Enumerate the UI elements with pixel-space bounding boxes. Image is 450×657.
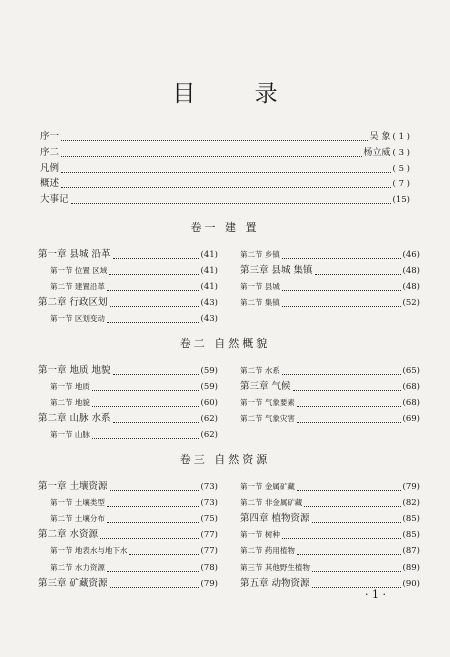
- leader-dots: [92, 430, 199, 439]
- toc-section-entry[interactable]: [50, 496, 218, 509]
- entry-label: 第一节 土壤类型: [50, 498, 105, 508]
- entry-label: 第一节 金属矿藏: [240, 482, 295, 491]
- entry-label: 第二节 水力资源: [50, 562, 105, 572]
- entry-label: 第二节 药用植物: [240, 546, 295, 556]
- toc-chapter-entry[interactable]: [240, 577, 420, 590]
- toc-entry-overview[interactable]: [40, 177, 410, 190]
- toc-chapter-entry[interactable]: [38, 248, 218, 261]
- entry-page: (85): [402, 530, 420, 541]
- entry-page: (77): [200, 546, 218, 557]
- entry-page: (82): [402, 498, 420, 509]
- entry-label: 第一章 地质 地貌: [38, 365, 111, 376]
- entry-page: (43): [200, 298, 218, 309]
- entry-page: (85): [402, 514, 420, 525]
- toc-section-entry[interactable]: [240, 412, 420, 425]
- entry-page: (68): [402, 398, 420, 409]
- toc-entry-preface-1[interactable]: [40, 130, 410, 143]
- entry-label: 第三节 其他野生植物: [240, 562, 310, 572]
- entry-label: 第二节 非金属矿藏: [240, 498, 303, 508]
- toc-section-entry[interactable]: [50, 512, 218, 525]
- entry-page: (41): [200, 250, 218, 260]
- entry-page: ( 5 ): [392, 164, 410, 174]
- entry-page: ( 3 ): [392, 148, 410, 158]
- toc-section-entry[interactable]: [240, 280, 420, 293]
- leader-dots: [109, 266, 198, 275]
- entry-label: 第四章 植物资源: [240, 513, 310, 525]
- leader-dots: [282, 530, 401, 539]
- leader-dots: [113, 366, 199, 375]
- entry-label: 第二章 水资源: [38, 529, 99, 541]
- entry-label: 第二章 行政区划: [38, 297, 108, 309]
- toc-entry-guide[interactable]: [40, 162, 410, 175]
- entry-page: (90): [402, 578, 420, 589]
- entry-author: 吴 象: [369, 132, 391, 142]
- entry-label: 第一节 气象要素: [240, 398, 295, 408]
- entry-label: 第一节 树种: [240, 530, 280, 540]
- entry-page: (46): [402, 250, 420, 260]
- leader-dots: [312, 579, 401, 588]
- entry-label: 第三章 气候: [240, 381, 291, 393]
- entry-label: 第二节 建置沿革: [50, 282, 105, 292]
- entry-page: (68): [402, 382, 420, 393]
- volume-2-title: 卷二 自然概貌: [179, 337, 271, 350]
- toc-section-entry[interactable]: [240, 496, 420, 509]
- leader-dots: [312, 514, 401, 523]
- toc-section-entry[interactable]: [50, 280, 218, 293]
- leader-dots: [315, 266, 401, 275]
- entry-label: 凡例: [40, 163, 60, 174]
- toc-chapter-entry[interactable]: [38, 364, 218, 377]
- entry-page: (79): [200, 578, 218, 589]
- leader-dots: [107, 563, 199, 572]
- entry-page: (60): [200, 398, 218, 409]
- entry-page: (59): [200, 382, 218, 393]
- entry-label: 第一节 地表水与地下水: [50, 546, 128, 556]
- entry-page: (41): [200, 282, 218, 293]
- toc-entry-preface-2[interactable]: [40, 146, 410, 159]
- leader-dots: [293, 382, 401, 391]
- toc-chapter-entry[interactable]: [240, 512, 420, 525]
- leader-dots: [71, 195, 391, 204]
- entry-page: (48): [402, 282, 420, 293]
- toc-section-entry[interactable]: [240, 528, 420, 541]
- entry-label: 第三章 县城 集镇: [240, 265, 313, 277]
- leader-dots: [107, 314, 199, 323]
- leader-dots: [107, 282, 199, 291]
- toc-section-entry[interactable]: [50, 544, 218, 557]
- page-number: · 1 ·: [365, 588, 386, 601]
- entry-page: (62): [200, 430, 218, 441]
- entry-page: ( 7 ): [392, 179, 410, 189]
- leader-dots: [297, 398, 401, 407]
- entry-label: 第一章 土壤资源: [38, 481, 108, 492]
- volume-3-title: 卷三 自然资源: [179, 453, 271, 466]
- entry-label: 第一章 县城 沿革: [38, 249, 111, 260]
- entry-label: 大事记: [40, 194, 69, 205]
- entry-label: 第一节 区划变动: [50, 314, 105, 324]
- entry-page: (73): [200, 482, 218, 492]
- leader-dots: [297, 546, 401, 555]
- entry-page: (73): [200, 498, 218, 509]
- entry-label: 第一节 山脉: [50, 430, 90, 440]
- leader-dots: [304, 498, 400, 507]
- leader-dots: [312, 563, 401, 572]
- entry-label: 第二节 气象灾害: [240, 414, 295, 424]
- leader-dots: [282, 298, 401, 307]
- entry-label: 第一节 县城: [240, 282, 280, 292]
- entry-label: 概述: [40, 178, 60, 189]
- toc-chapter-entry[interactable]: [38, 577, 218, 590]
- entry-page: (79): [402, 482, 420, 492]
- entry-page: (75): [200, 514, 218, 525]
- leader-dots: [129, 546, 198, 555]
- entry-page: (48): [402, 266, 420, 277]
- toc-section-entry[interactable]: [50, 396, 218, 409]
- toc-chapter-entry[interactable]: [240, 264, 420, 277]
- entry-page: (87): [402, 546, 420, 557]
- entry-label: 第二章 山脉 水系: [38, 413, 111, 425]
- toc-chapter-entry[interactable]: [38, 528, 218, 541]
- entry-page: (89): [402, 562, 420, 573]
- entry-page: (15): [392, 195, 410, 205]
- leader-dots: [110, 579, 199, 588]
- entry-label: 第二节 土壤分布: [50, 514, 105, 524]
- entry-author: 杨立威: [363, 148, 391, 158]
- leader-dots: [61, 132, 368, 141]
- leader-dots: [61, 148, 362, 157]
- toc-section-entry[interactable]: [50, 312, 218, 325]
- leader-dots: [107, 498, 199, 507]
- volume-1-title: 卷一 建 置: [190, 221, 260, 234]
- entry-label: 第三章 矿藏资源: [38, 577, 108, 589]
- leader-dots: [61, 164, 391, 173]
- leader-dots: [282, 366, 401, 375]
- entry-label: 第一节 位置 区域: [50, 266, 108, 276]
- leader-dots: [107, 514, 199, 523]
- leader-dots: [110, 482, 199, 491]
- entry-label: 第二节 集镇: [240, 298, 280, 308]
- toc-entry-chronicle[interactable]: [40, 193, 410, 206]
- leader-dots: [113, 414, 199, 423]
- toc-chapter-entry[interactable]: [38, 412, 218, 425]
- entry-label: 第五章 动物资源: [240, 577, 310, 589]
- leader-dots: [100, 530, 199, 539]
- entry-page: (69): [402, 414, 420, 425]
- leader-dots: [61, 179, 391, 188]
- toc-section-entry[interactable]: [240, 248, 420, 261]
- toc-section-entry[interactable]: [240, 561, 420, 574]
- entry-page: (77): [200, 530, 218, 541]
- toc-section-entry[interactable]: [50, 428, 218, 441]
- entry-page: (65): [402, 366, 420, 376]
- entry-label: 第二节 水系: [240, 366, 280, 375]
- entry-page: (52): [402, 298, 420, 309]
- entry-page: (41): [200, 266, 218, 277]
- leader-dots: [297, 482, 401, 491]
- toc-section-entry[interactable]: [240, 480, 420, 493]
- entry-page: (43): [200, 314, 218, 325]
- leader-dots: [282, 282, 401, 291]
- entry-label: 第二节 乡镇: [240, 250, 280, 259]
- page-title: 目 录: [172, 81, 304, 107]
- leader-dots: [297, 414, 401, 423]
- toc-chapter-entry[interactable]: [38, 296, 218, 309]
- toc-section-entry[interactable]: [240, 364, 420, 377]
- toc-chapter-entry[interactable]: [38, 480, 218, 493]
- toc-section-entry[interactable]: [240, 544, 420, 557]
- entry-label: 序二: [40, 147, 60, 158]
- toc-section-entry[interactable]: [50, 561, 218, 574]
- entry-label: 第一节 地质: [50, 382, 90, 392]
- leader-dots: [110, 298, 199, 307]
- leader-dots: [113, 250, 199, 259]
- entry-page: (78): [200, 562, 218, 573]
- leader-dots: [282, 250, 401, 259]
- entry-page: (59): [200, 366, 218, 376]
- entry-label: 第二节 地貌: [50, 398, 90, 408]
- toc-section-entry[interactable]: [240, 296, 420, 309]
- toc-section-entry[interactable]: [50, 264, 218, 277]
- toc-section-entry[interactable]: [240, 396, 420, 409]
- toc-chapter-entry[interactable]: [240, 380, 420, 393]
- leader-dots: [92, 382, 199, 391]
- entry-page: ( 1 ): [392, 132, 410, 142]
- entry-label: 序一: [40, 131, 60, 142]
- leader-dots: [92, 398, 199, 407]
- entry-page: (62): [200, 414, 218, 425]
- toc-section-entry[interactable]: [50, 380, 218, 393]
